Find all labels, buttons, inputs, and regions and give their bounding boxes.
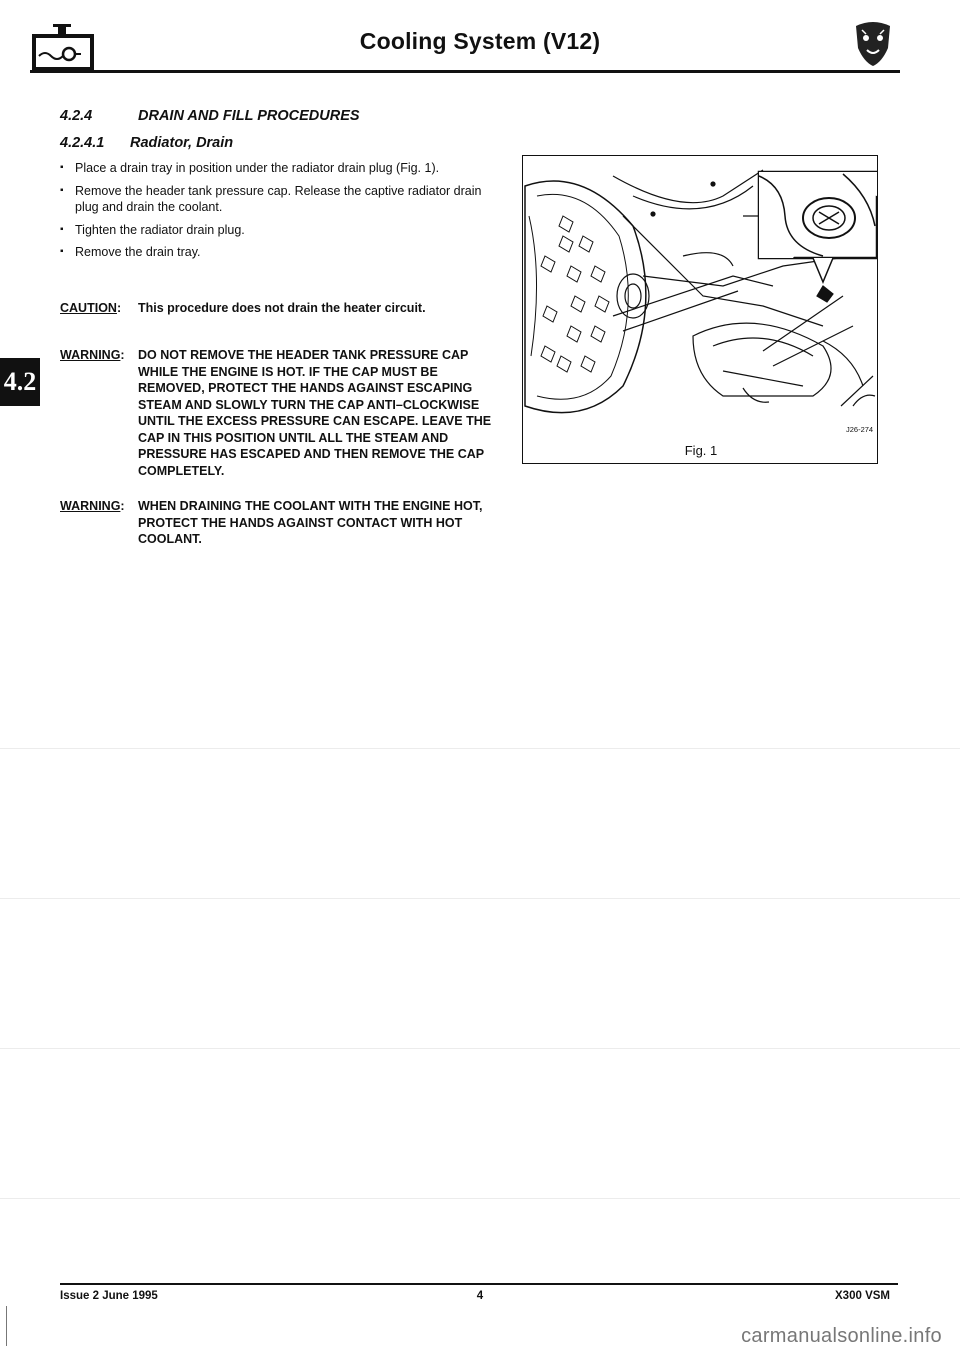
warning-label: WARNING (60, 499, 121, 513)
caution-note: CAUTION: This procedure does not drain the heater circuit. (60, 300, 500, 317)
watermark: carmanualsonline.info (741, 1325, 942, 1347)
figure-caption: Fig. 1 (684, 443, 718, 458)
section-tab: 4.2 (0, 358, 40, 406)
subsection-title: Radiator, Drain (130, 135, 234, 151)
subsection-number: 4.2.4.1 (60, 135, 105, 151)
figure-reference: J26-274 (846, 425, 874, 434)
page-title: Cooling System (V12) (359, 28, 601, 54)
tyre-drawing (525, 181, 646, 413)
subsection-heading (60, 135, 233, 151)
procedure-step: ▪ Remove the drain tray. (60, 244, 500, 261)
caution-label: CAUTION (60, 301, 117, 315)
caution-text: This procedure does not drain the heater circuit. (138, 301, 426, 315)
procedure-step: ▪ Place a drain tray in position under the radiator drain plug (Fig. 1). (60, 160, 500, 177)
procedure-step: ▪ Remove the header tank pressure cap. Release the captive radiator drain plug and drain the coolant. (60, 183, 500, 216)
section-heading (60, 108, 360, 124)
issue-date: Issue 2 June 1995 (60, 1290, 158, 1302)
jaguar-emblem-icon (852, 20, 894, 68)
scan-line (0, 898, 960, 899)
section-number: 4.2.4 (60, 108, 93, 124)
procedure-steps (60, 160, 500, 267)
page-number: 4 (476, 1290, 484, 1302)
warning-text: WHEN DRAINING THE COOLANT WITH THE ENGINE HOT, PROTECT THE HANDS AGAINST CONTACT WITH HOT COOLANT. (138, 499, 483, 546)
scan-line (0, 748, 960, 749)
scan-line (0, 1198, 960, 1199)
footer-rule (60, 1283, 898, 1285)
warning-note: WARNING: DO NOT REMOVE THE HEADER TANK PRESSURE CAP WHILE THE ENGINE IS HOT. IF THE CAP MUST BE REMOVED, PROTECT THE HANDS AGAINST ESCAPING STEAM AND SLOWLY TURN THE CAP ANTI–CLOCKWISE UNTIL THE EXCESS PRESSURE CAN ESCAPE. LEAVE THE CAP IN THIS POSITION UNTIL ALL THE STEAM AND PRESSURE HAS ESCAPED AND THEN REMOVE THE CAP COMPLETELY. (60, 347, 500, 479)
warning-text: DO NOT REMOVE THE HEADER TANK PRESSURE CAP WHILE THE ENGINE IS HOT. IF THE CAP MUST BE REMOVED, PROTECT THE HANDS AGAINST ESCAPING STEAM AND SLOWLY TURN THE CAP ANTI–CLOCKWISE UNTIL THE EXCESS PRESSURE CAN ESCAPE. LEAVE THE CAP IN THIS POSITION UNTIL ALL THE STEAM AND PRESSURE HAS ESCAPED AND THEN REMOVE THE CAP COMPLETELY. (138, 348, 492, 478)
radiator-drain-illustration (523, 156, 878, 464)
section-title: DRAIN AND FILL PROCEDURES (138, 108, 360, 124)
binding-edge (6, 1306, 7, 1346)
warning-label: WARNING (60, 348, 121, 362)
drain-plug-inset (759, 172, 877, 282)
header-rule (30, 70, 900, 73)
manual-code: X300 VSM (835, 1290, 890, 1302)
warning-note: WARNING: WHEN DRAINING THE COOLANT WITH THE ENGINE HOT, PROTECT THE HANDS AGAINST CONTACT WITH HOT COOLANT. (60, 498, 500, 548)
figure-1 (522, 155, 878, 464)
scan-line (0, 1048, 960, 1049)
procedure-step: ▪ Tighten the radiator drain plug. (60, 222, 500, 239)
